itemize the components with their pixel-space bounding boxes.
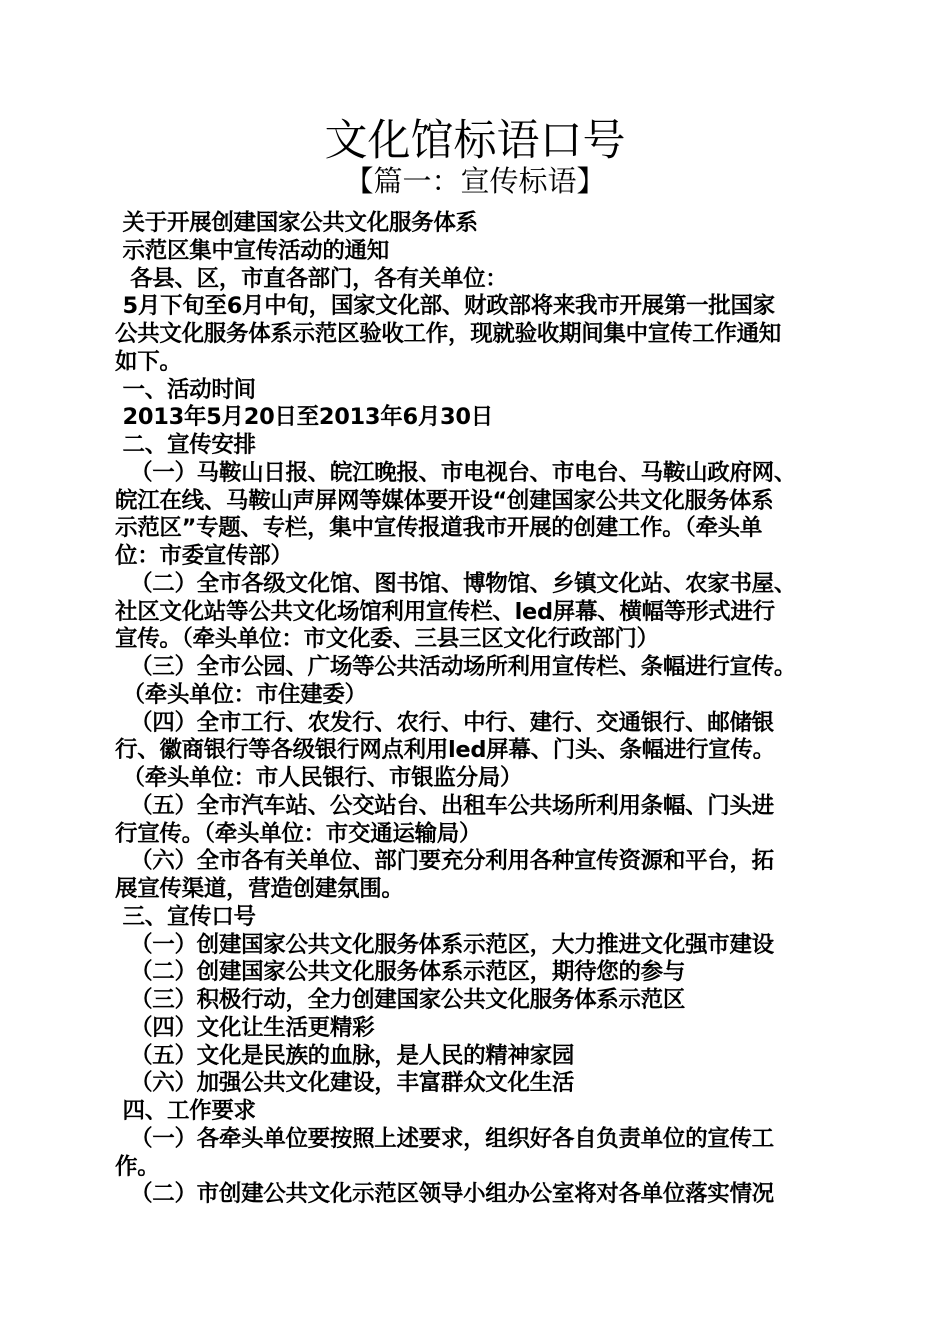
body-line: （二）全市各级文化馆、图书馆、博物馆、乡镇文化站、农家书屋、 [115, 570, 797, 597]
body-line: （牵头单位：市住建委） [115, 681, 367, 708]
body-line: 位：市委宣传部） [115, 543, 293, 569]
body-line: 各县、区，市直各部门，各有关单位： [115, 265, 508, 292]
document-title: 文化馆标语口号 [324, 116, 626, 166]
body-line: 示范区集中宣传活动的通知 [115, 237, 389, 264]
section-heading: 三、宣传口号 [115, 903, 256, 930]
body-line: 作。 [115, 1153, 160, 1180]
body-line: 2013年5月20日至2013年6月30日 [115, 404, 493, 431]
body-line: 社区文化站等公共文化场馆利用宣传栏、led屏幕、横幅等形式进行 [115, 598, 775, 625]
body-line: （一）马鞍山日报、皖江晚报、市电视台、市电台、马鞍山政府网、 [115, 459, 797, 486]
slogan-item: （五）文化是民族的血脉，是人民的精神家园 [115, 1042, 575, 1069]
body-line: （一）各牵头单位要按照上述要求，组织好各自负责单位的宣传工 [115, 1125, 774, 1152]
body-line: 行宣传。（牵头单位：市交通运输局） [115, 820, 482, 847]
section-heading: 四、工作要求 [115, 1098, 256, 1124]
slogan-item: （三）积极行动，全力创建国家公共文化服务体系示范区 [115, 987, 686, 1013]
body-line: （六）全市各有关单位、部门要充分利用各种宣传资源和平台，拓 [115, 848, 774, 875]
slogan-item: （一）创建国家公共文化服务体系示范区，大力推进文化强市建设 [115, 931, 774, 958]
body-line: 展宣传渠道，营造创建氛围。 [115, 876, 404, 902]
body-line: 如下。 [115, 348, 182, 375]
body-line: 皖江在线、马鞍山声屏网等媒体要开设“创建国家公共文化服务体系 [115, 487, 774, 514]
body-line: （牵头单位：市人民银行、市银监分局） [115, 765, 523, 791]
body-line: （三）全市公园、广场等公共活动场所利用宣传栏、条幅进行宣传。 [115, 654, 797, 680]
body-line: 行、徽商银行等各级银行网点利用led屏幕、门头、条幅进行宣传。 [115, 737, 775, 764]
slogan-item: （四）文化让生活更精彩 [115, 1014, 375, 1041]
body-line: 5月下旬至6月中旬，国家文化部、财政部将来我市开展第一批国家 [115, 293, 775, 320]
body-line: 关于开展创建国家公共文化服务体系 [115, 210, 478, 236]
document-body [115, 210, 837, 1209]
body-line: 示范区”专题、专栏，集中宣传报道我市开展的创建工作。（牵头单 [115, 515, 763, 542]
section-heading: 一、活动时间 [115, 376, 256, 403]
body-line: 公共文化服务体系示范区验收工作，现就验收期间集中宣传工作通知 [115, 321, 782, 347]
body-line: 宣传。（牵头单位：市文化委、三县三区文化行政部门） [115, 626, 659, 653]
section-heading: 二、宣传安排 [115, 432, 256, 458]
body-line: （二）市创建公共文化示范区领导小组办公室将对各单位落实情况 [115, 1181, 774, 1208]
document-subtitle: 【篇一：宣传标语】 [344, 164, 606, 198]
slogan-item: （六）加强公共文化建设，丰富群众文化生活 [115, 1070, 575, 1097]
slogan-item: （二）创建国家公共文化服务体系示范区，期待您的参与 [115, 959, 686, 986]
body-line: （五）全市汽车站、公交站台、出租车公共场所利用条幅、门头进 [115, 792, 774, 819]
body-line: （四）全市工行、农发行、农行、中行、建行、交通银行、邮储银 [115, 709, 774, 736]
